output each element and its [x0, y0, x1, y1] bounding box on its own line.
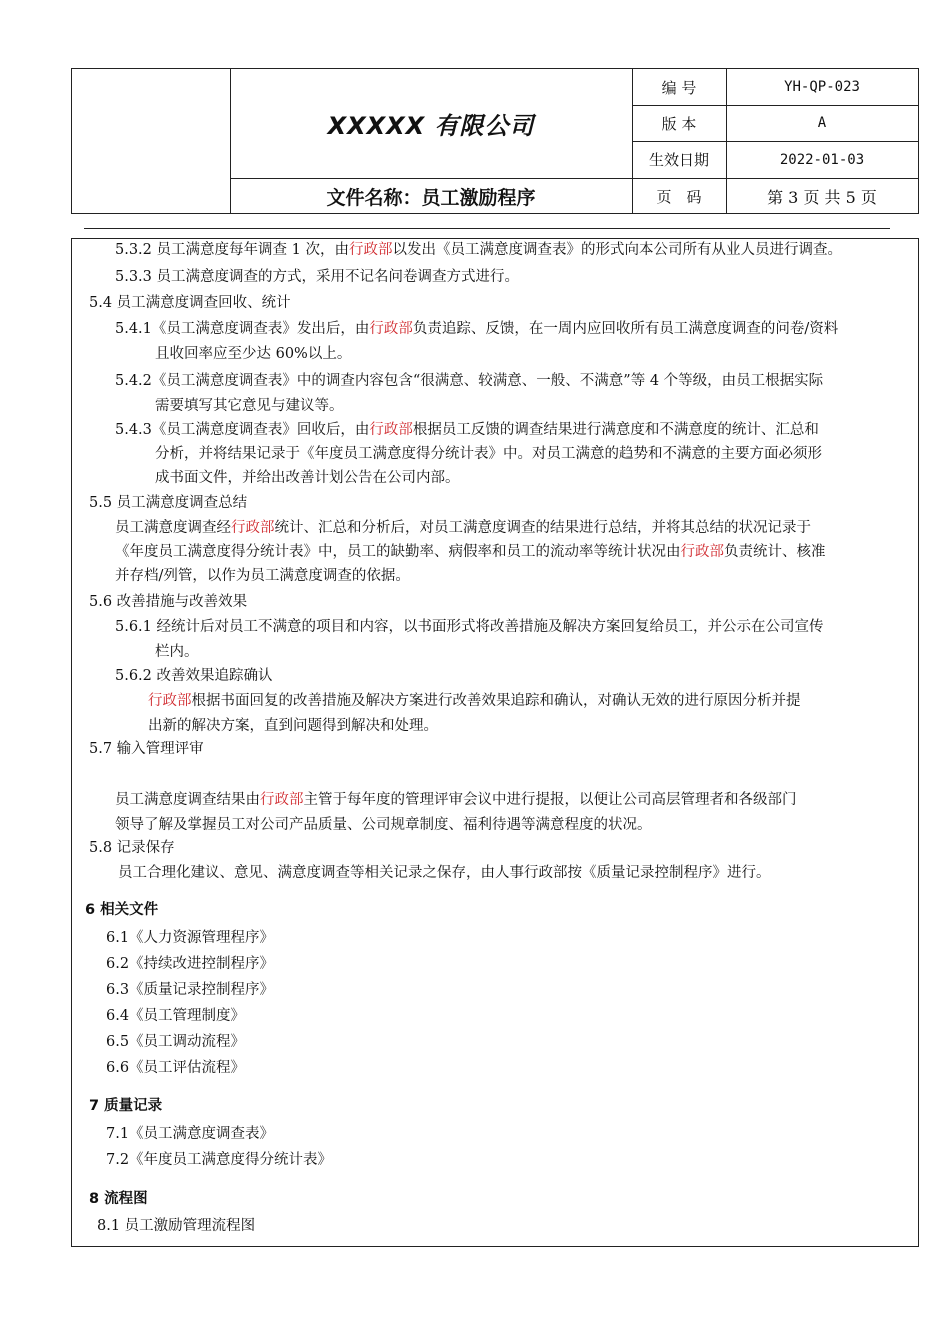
related-doc-item: 6.6《员工评估流程》	[106, 1060, 246, 1076]
clause-5-4-3-cont: 分析，并将结果记录于《年度员工满意度得分统计表》中。对员工满意的趋势和不满意的主要方面必须形	[155, 446, 822, 462]
dept-highlight: 行政部	[369, 321, 413, 337]
related-doc-item: 6.1《人力资源管理程序》	[106, 930, 275, 946]
related-doc-item: 6.3《质量记录控制程序》	[106, 982, 275, 998]
section-6-heading: 6 相关文件	[85, 902, 159, 918]
clause-5-4-3: 5.4.3《员工满意度调查表》回收后，由行政部根据员工反馈的调查结果进行满意度和不满意度的统计、汇总和	[115, 422, 819, 438]
section-5-5: 5.5 员工满意度调查总结	[89, 495, 248, 511]
value-effective-date: 2022-01-03	[779, 151, 865, 168]
value-page: 第 3 页 共 5 页	[767, 188, 877, 207]
quality-record-item: 7.1《员工满意度调查表》	[106, 1126, 275, 1142]
section-5-6: 5.6 改善措施与改善效果	[89, 594, 248, 610]
section-5-4: 5.4 员工满意度调查回收、统计	[89, 295, 291, 311]
dept-highlight: 行政部	[148, 693, 192, 709]
document-header	[71, 68, 919, 214]
clause-5-6-2: 5.6.2 改善效果追踪确认	[115, 668, 273, 684]
dept-highlight: 行政部	[260, 792, 304, 808]
paragraph-5-7-cont: 领导了解及掌握员工对公司产品质量、公司规章制度、福利待遇等满意程度的状况。	[115, 817, 652, 833]
clause-5-4-2-cont: 需要填写其它意见与建议等。	[155, 398, 344, 414]
clause-5-4-2: 5.4.2《员工满意度调查表》中的调查内容包含“很满意、较满意、一般、不满意”等 4 个等级，由员工根据实际	[115, 373, 824, 389]
paragraph-5-5: 员工满意度调查经行政部统计、汇总和分析后，对员工满意度调查的结果进行总结，并将其总结的状况记录于	[115, 520, 811, 536]
label-version: 版 本	[661, 114, 697, 133]
company-name: XXXXX 有限公司	[327, 112, 535, 140]
section-5-8: 5.8 记录保存	[89, 840, 175, 856]
value-version: A	[817, 115, 827, 131]
clause-5-6-1: 5.6.1 经统计后对员工不满意的项目和内容，以书面形式将改善措施及解决方案回复给员工，并公示在公司宣传	[115, 619, 824, 635]
related-doc-item: 6.4《员工管理制度》	[106, 1008, 246, 1024]
label-doc-number: 编 号	[661, 78, 697, 97]
dept-highlight: 行政部	[369, 422, 413, 438]
header-rule	[84, 228, 890, 229]
paragraph-5-8: 员工合理化建议、意见、满意度调查等相关记录之保存，由人事行政部按《质量记录控制程序》进行。	[118, 865, 771, 881]
flowchart-item: 8.1 员工激励管理流程图	[97, 1218, 256, 1234]
quality-record-item: 7.2《年度员工满意度得分统计表》	[106, 1152, 333, 1168]
clause-5-4-3-cont: 成书面文件，并给出改善计划公告在公司内部。	[155, 470, 460, 486]
related-doc-item: 6.5《员工调动流程》	[106, 1034, 246, 1050]
clause-5-3-2: 5.3.2 员工满意度每年调查 1 次，由行政部以发出《员工满意度调查表》的形式向本公司所有从业人员进行调查。	[115, 242, 842, 258]
section-5-7: 5.7 输入管理评审	[89, 741, 204, 757]
related-doc-item: 6.2《持续改进控制程序》	[106, 956, 275, 972]
paragraph-5-5-cont: 《年度员工满意度得分统计表》中，员工的缺勤率、病假率和员工的流动率等统计状况由行政部负责统计、核准	[115, 544, 826, 560]
section-8-heading: 8 流程图	[89, 1191, 148, 1207]
label-page: 页 码	[656, 188, 702, 206]
dept-highlight: 行政部	[680, 544, 724, 560]
dept-highlight: 行政部	[348, 242, 393, 258]
clause-5-4-1: 5.4.1《员工满意度调查表》发出后，由行政部负责追踪、反馈，在一周内应回收所有员工满意度调查的问卷/资料	[115, 321, 839, 337]
section-7-heading: 7 质量记录	[89, 1098, 163, 1114]
document-title: 文件名称：员工激励程序	[326, 187, 536, 209]
clause-5-6-1-cont: 栏内。	[155, 644, 199, 660]
clause-5-3-3: 5.3.3 员工满意度调查的方式，采用不记名问卷调查方式进行。	[115, 269, 520, 285]
paragraph-5-5-cont: 并存档/列管，以作为员工满意度调查的依据。	[115, 568, 410, 584]
label-effective-date: 生效日期	[648, 151, 709, 169]
dept-highlight: 行政部	[231, 520, 275, 536]
paragraph-5-6-2: 行政部根据书面回复的改善措施及解决方案进行改善效果追踪和确认，对确认无效的进行原因分析并提	[148, 693, 801, 709]
value-doc-number: YH-QP-023	[784, 79, 860, 95]
paragraph-5-7: 员工满意度调查结果由行政部主管于每年度的管理评审会议中进行提报，以便让公司高层管理者和各级部门	[115, 792, 797, 808]
paragraph-5-6-2-cont: 出新的解决方案，直到问题得到解决和处理。	[148, 718, 438, 734]
clause-5-4-1-cont: 且收回率应至少达 60%以上。	[155, 346, 352, 362]
